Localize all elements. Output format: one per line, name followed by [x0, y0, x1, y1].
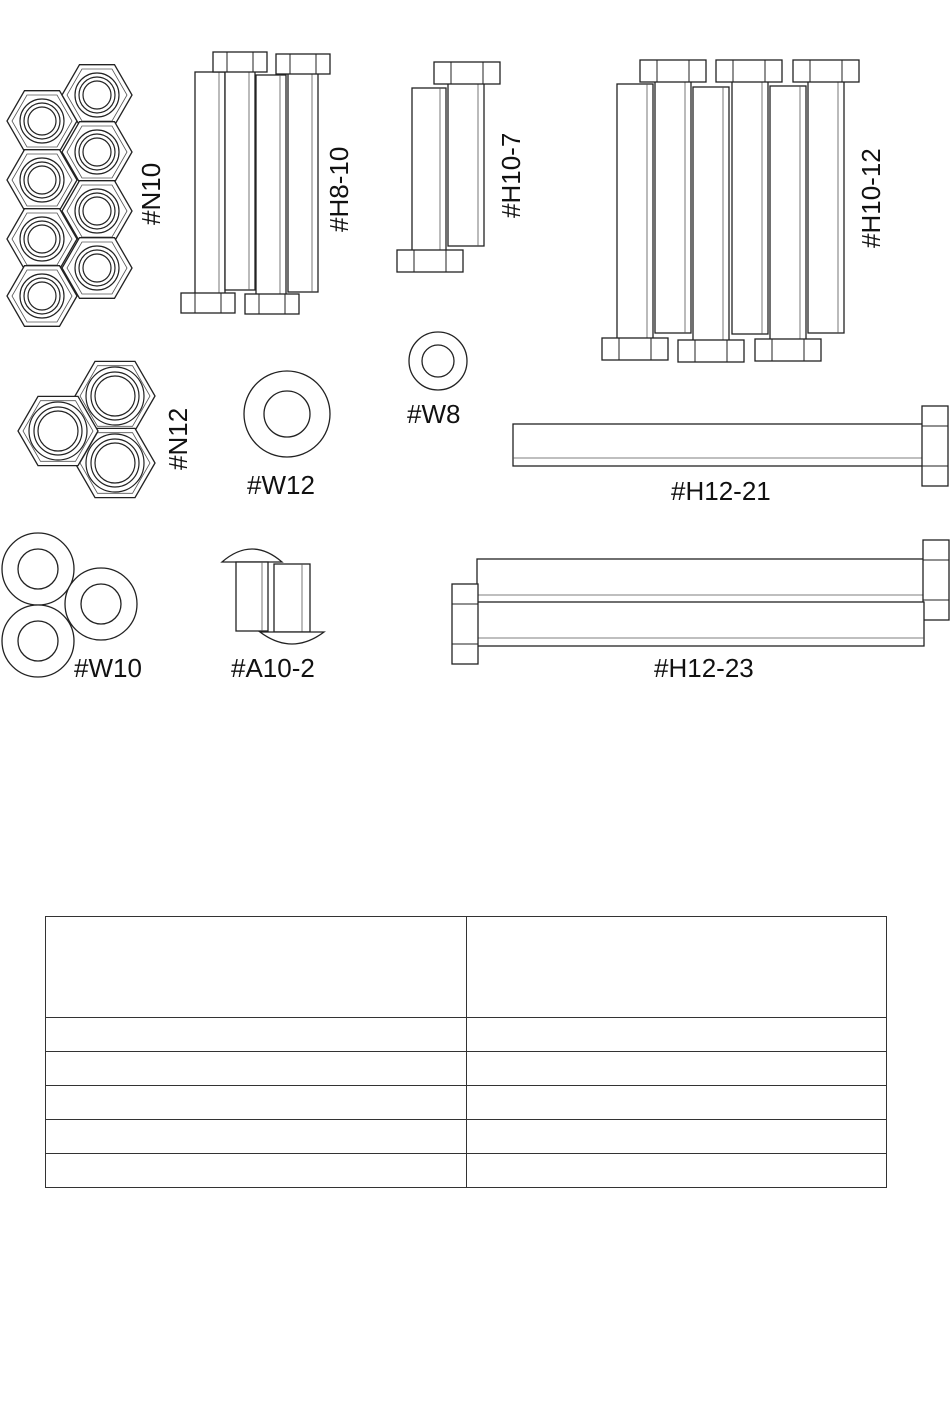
label-n12: #N12 — [163, 407, 193, 470]
table-cell — [466, 1052, 887, 1086]
label-h12-23: #H12-23 — [654, 653, 754, 683]
label-h12-21: #H12-21 — [671, 476, 771, 506]
table-row — [46, 1120, 887, 1154]
washer-w12 — [244, 371, 330, 457]
label-n10: #N10 — [136, 162, 166, 225]
bolts-h8-10 — [181, 52, 330, 314]
table-cell — [46, 1052, 467, 1086]
bolt-h12-21 — [513, 406, 948, 486]
nuts-n10 — [7, 65, 132, 327]
table-cell — [466, 1120, 887, 1154]
table-row — [46, 1018, 887, 1052]
bolts-h10-7 — [397, 62, 500, 272]
label-w8: #W8 — [407, 399, 461, 429]
bolts-a10-2 — [222, 549, 324, 644]
table-cell — [466, 1086, 887, 1120]
label-h8-10: #H8-10 — [324, 146, 354, 232]
table-header-cell — [466, 917, 887, 1018]
label-w10: #W10 — [74, 653, 142, 683]
table-row — [46, 1154, 887, 1188]
label-w12: #W12 — [247, 470, 315, 500]
label-h10-12: #H10-12 — [856, 148, 886, 248]
label-h10-7: #H10-7 — [496, 132, 526, 218]
table-cell — [466, 1154, 887, 1188]
nuts-n12 — [18, 361, 155, 497]
table-cell — [46, 1086, 467, 1120]
table-cell — [46, 1018, 467, 1052]
table-cell — [46, 1120, 467, 1154]
table-header-row — [46, 917, 887, 1018]
table-cell — [46, 1154, 467, 1188]
label-a10-2: #A10-2 — [231, 653, 315, 683]
parts-table — [45, 916, 887, 1188]
table-header-cell — [46, 917, 467, 1018]
bolts-h10-12 — [602, 60, 859, 362]
table-cell — [466, 1018, 887, 1052]
washer-w8 — [409, 332, 467, 390]
bolts-h12-23 — [452, 540, 949, 664]
table-row — [46, 1086, 887, 1120]
table-row — [46, 1052, 887, 1086]
